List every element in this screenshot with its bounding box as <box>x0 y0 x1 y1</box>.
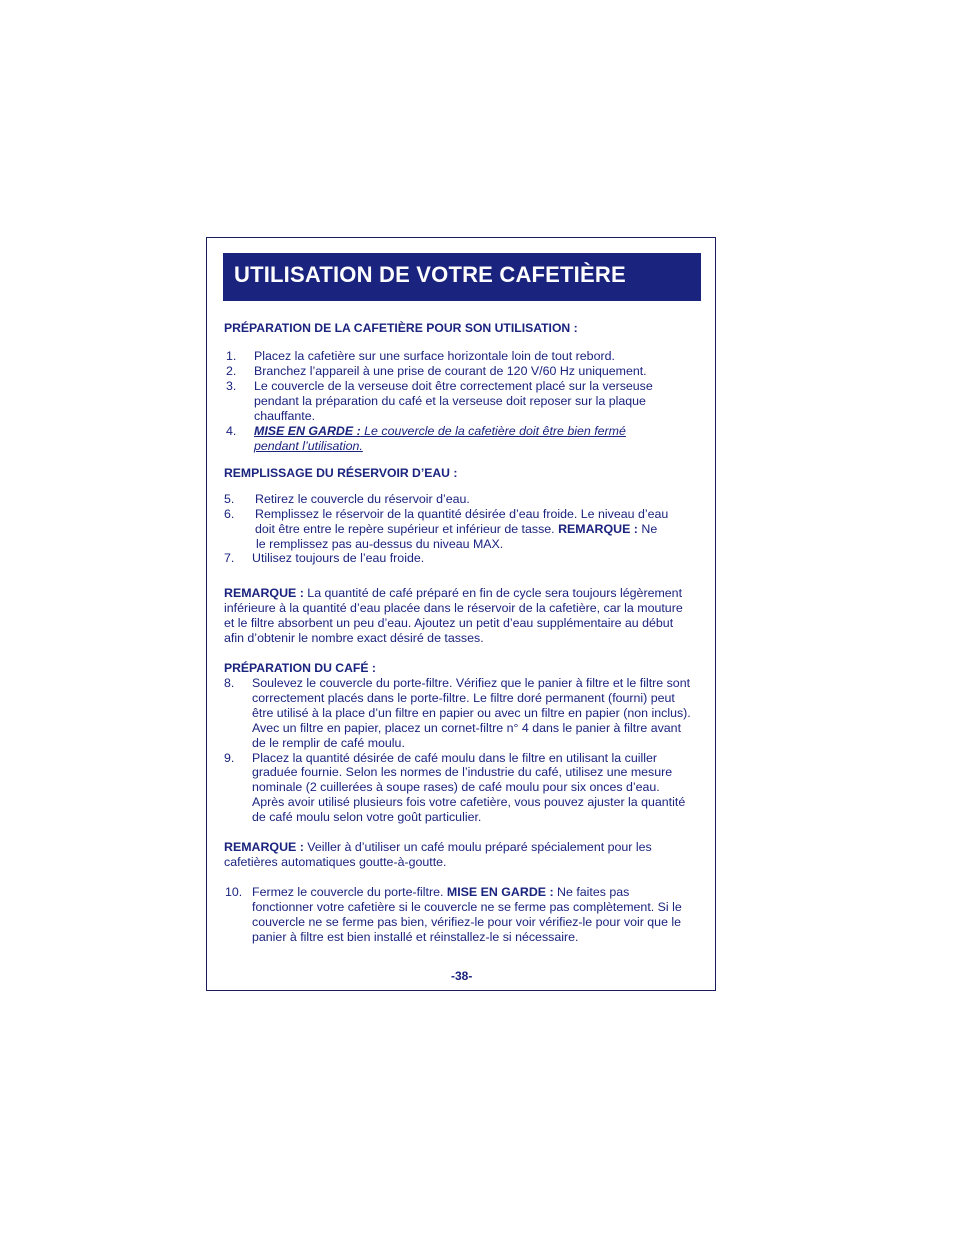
page-number: -38- <box>451 969 473 983</box>
title-banner <box>223 253 701 301</box>
section-heading-prep-cafetiere: PRÉPARATION DE LA CAFETIÈRE POUR SON UTILISATION : <box>224 321 578 335</box>
remark-label: REMARQUE : <box>224 586 304 600</box>
remark-label: REMARQUE : <box>224 840 304 854</box>
warning-label: MISE EN GARDE : <box>254 424 361 438</box>
section-heading-prep-cafe: PRÉPARATION DU CAFÉ : <box>224 661 376 675</box>
section-heading-reservoir: REMPLISSAGE DU RÉSERVOIR D’EAU : <box>224 466 458 480</box>
page-title: UTILISATION DE VOTRE CAFETIÈRE <box>234 262 626 287</box>
remark-label: REMARQUE : <box>558 522 638 536</box>
warning-label: MISE EN GARDE : <box>446 885 554 899</box>
